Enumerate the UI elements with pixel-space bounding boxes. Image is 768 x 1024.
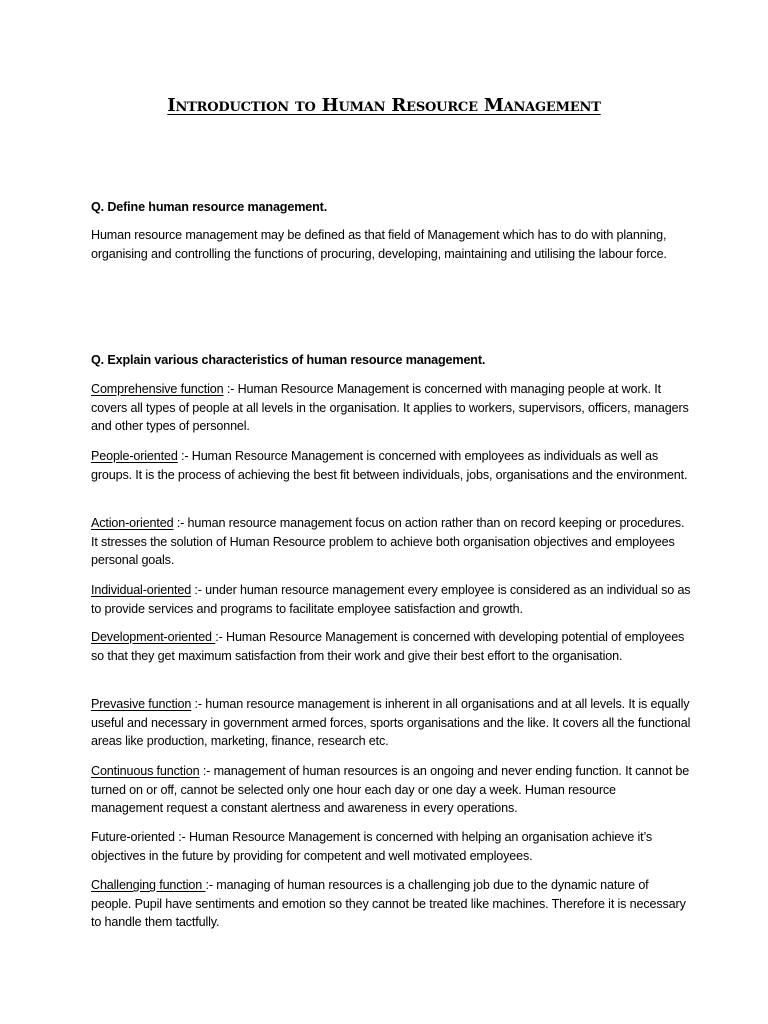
- characteristic-development-oriented: [91, 628, 691, 665]
- characteristic-individual-oriented: [91, 581, 691, 618]
- definition-paragraph: Human resource management may be defined as that field of Management which has to do with planning, organising and controlling the functions of procuring, developing, maintaining and utilising the labour force.: [91, 228, 667, 261]
- characteristic-text: :- Human Resource Management is concerned with managing people at work. It covers all types of people at all levels in the organisation. It applies to workers, supervisors, officers, managers and other types of personnel.: [91, 382, 689, 434]
- characteristic-term: Comprehensive function: [91, 382, 224, 396]
- characteristic-people-oriented: [91, 447, 691, 484]
- characteristic-action-oriented: [91, 514, 691, 570]
- characteristic-term: Development-oriented: [91, 630, 216, 644]
- characteristic-text: :- managing of human resources is a challenging job due to the dynamic nature of people. Pupil have sentiments and emotion so they cannot be treated like machines. Therefore it is necessary to handle them tactfully.: [91, 878, 686, 930]
- characteristic-future-oriented: [91, 828, 691, 865]
- characteristic-prevasive: [91, 695, 691, 751]
- characteristic-text: :- human resource management is inherent in all organisations and at all levels. It is equally useful and necessary in government armed forces, sports organisations and the like. It covers all the functional areas like production, marketing, finance, research etc.: [91, 697, 691, 749]
- characteristic-text: Future-oriented :- Human Resource Management is concerned with helping an organisation achieve it’s objectives in the future by providing for competent and well motivated employees.: [91, 830, 653, 863]
- characteristic-term: People-oriented: [91, 449, 178, 463]
- characteristic-term: Continuous function: [91, 764, 200, 778]
- characteristic-term: Individual-oriented: [91, 583, 192, 597]
- characteristic-term: Prevasive function: [91, 697, 192, 711]
- characteristic-continuous: [91, 762, 691, 818]
- characteristic-text: :- human resource management focus on action rather than on record keeping or procedures. It stresses the solution of Human Resource problem to achieve both organisation objectives and employees personal goals.: [91, 516, 685, 568]
- question-characteristics: Q. Explain various characteristics of human resource management.: [91, 353, 486, 367]
- characteristic-text: :- Human Resource Management is concerned with developing potential of employees so that they get maximum satisfaction from their work and give their best effort to the organisation.: [91, 630, 685, 663]
- characteristic-term: Challenging function: [91, 878, 206, 892]
- characteristic-comprehensive: [91, 380, 691, 436]
- document-title: Introduction to Human Resource Management: [167, 95, 601, 116]
- characteristic-text: :- under human resource management every employee is considered as an individual so as to provide services and programs to facilitate employee satisfaction and growth.: [91, 583, 691, 616]
- question-define: Q. Define human resource management.: [91, 200, 328, 214]
- characteristic-challenging: [91, 876, 691, 932]
- characteristic-text: :- Human Resource Management is concerned with employees as individuals as well as groups. It is the process of achieving the best fit between individuals, jobs, organisations and the environment.: [91, 449, 688, 482]
- characteristic-text: :- management of human resources is an ongoing and never ending function. It cannot be turned on or off, cannot be selected only one hour each day or one day a week. Human resource management request a constant alertness and awareness in every operations.: [91, 764, 690, 816]
- characteristic-term: Action-oriented: [91, 516, 174, 530]
